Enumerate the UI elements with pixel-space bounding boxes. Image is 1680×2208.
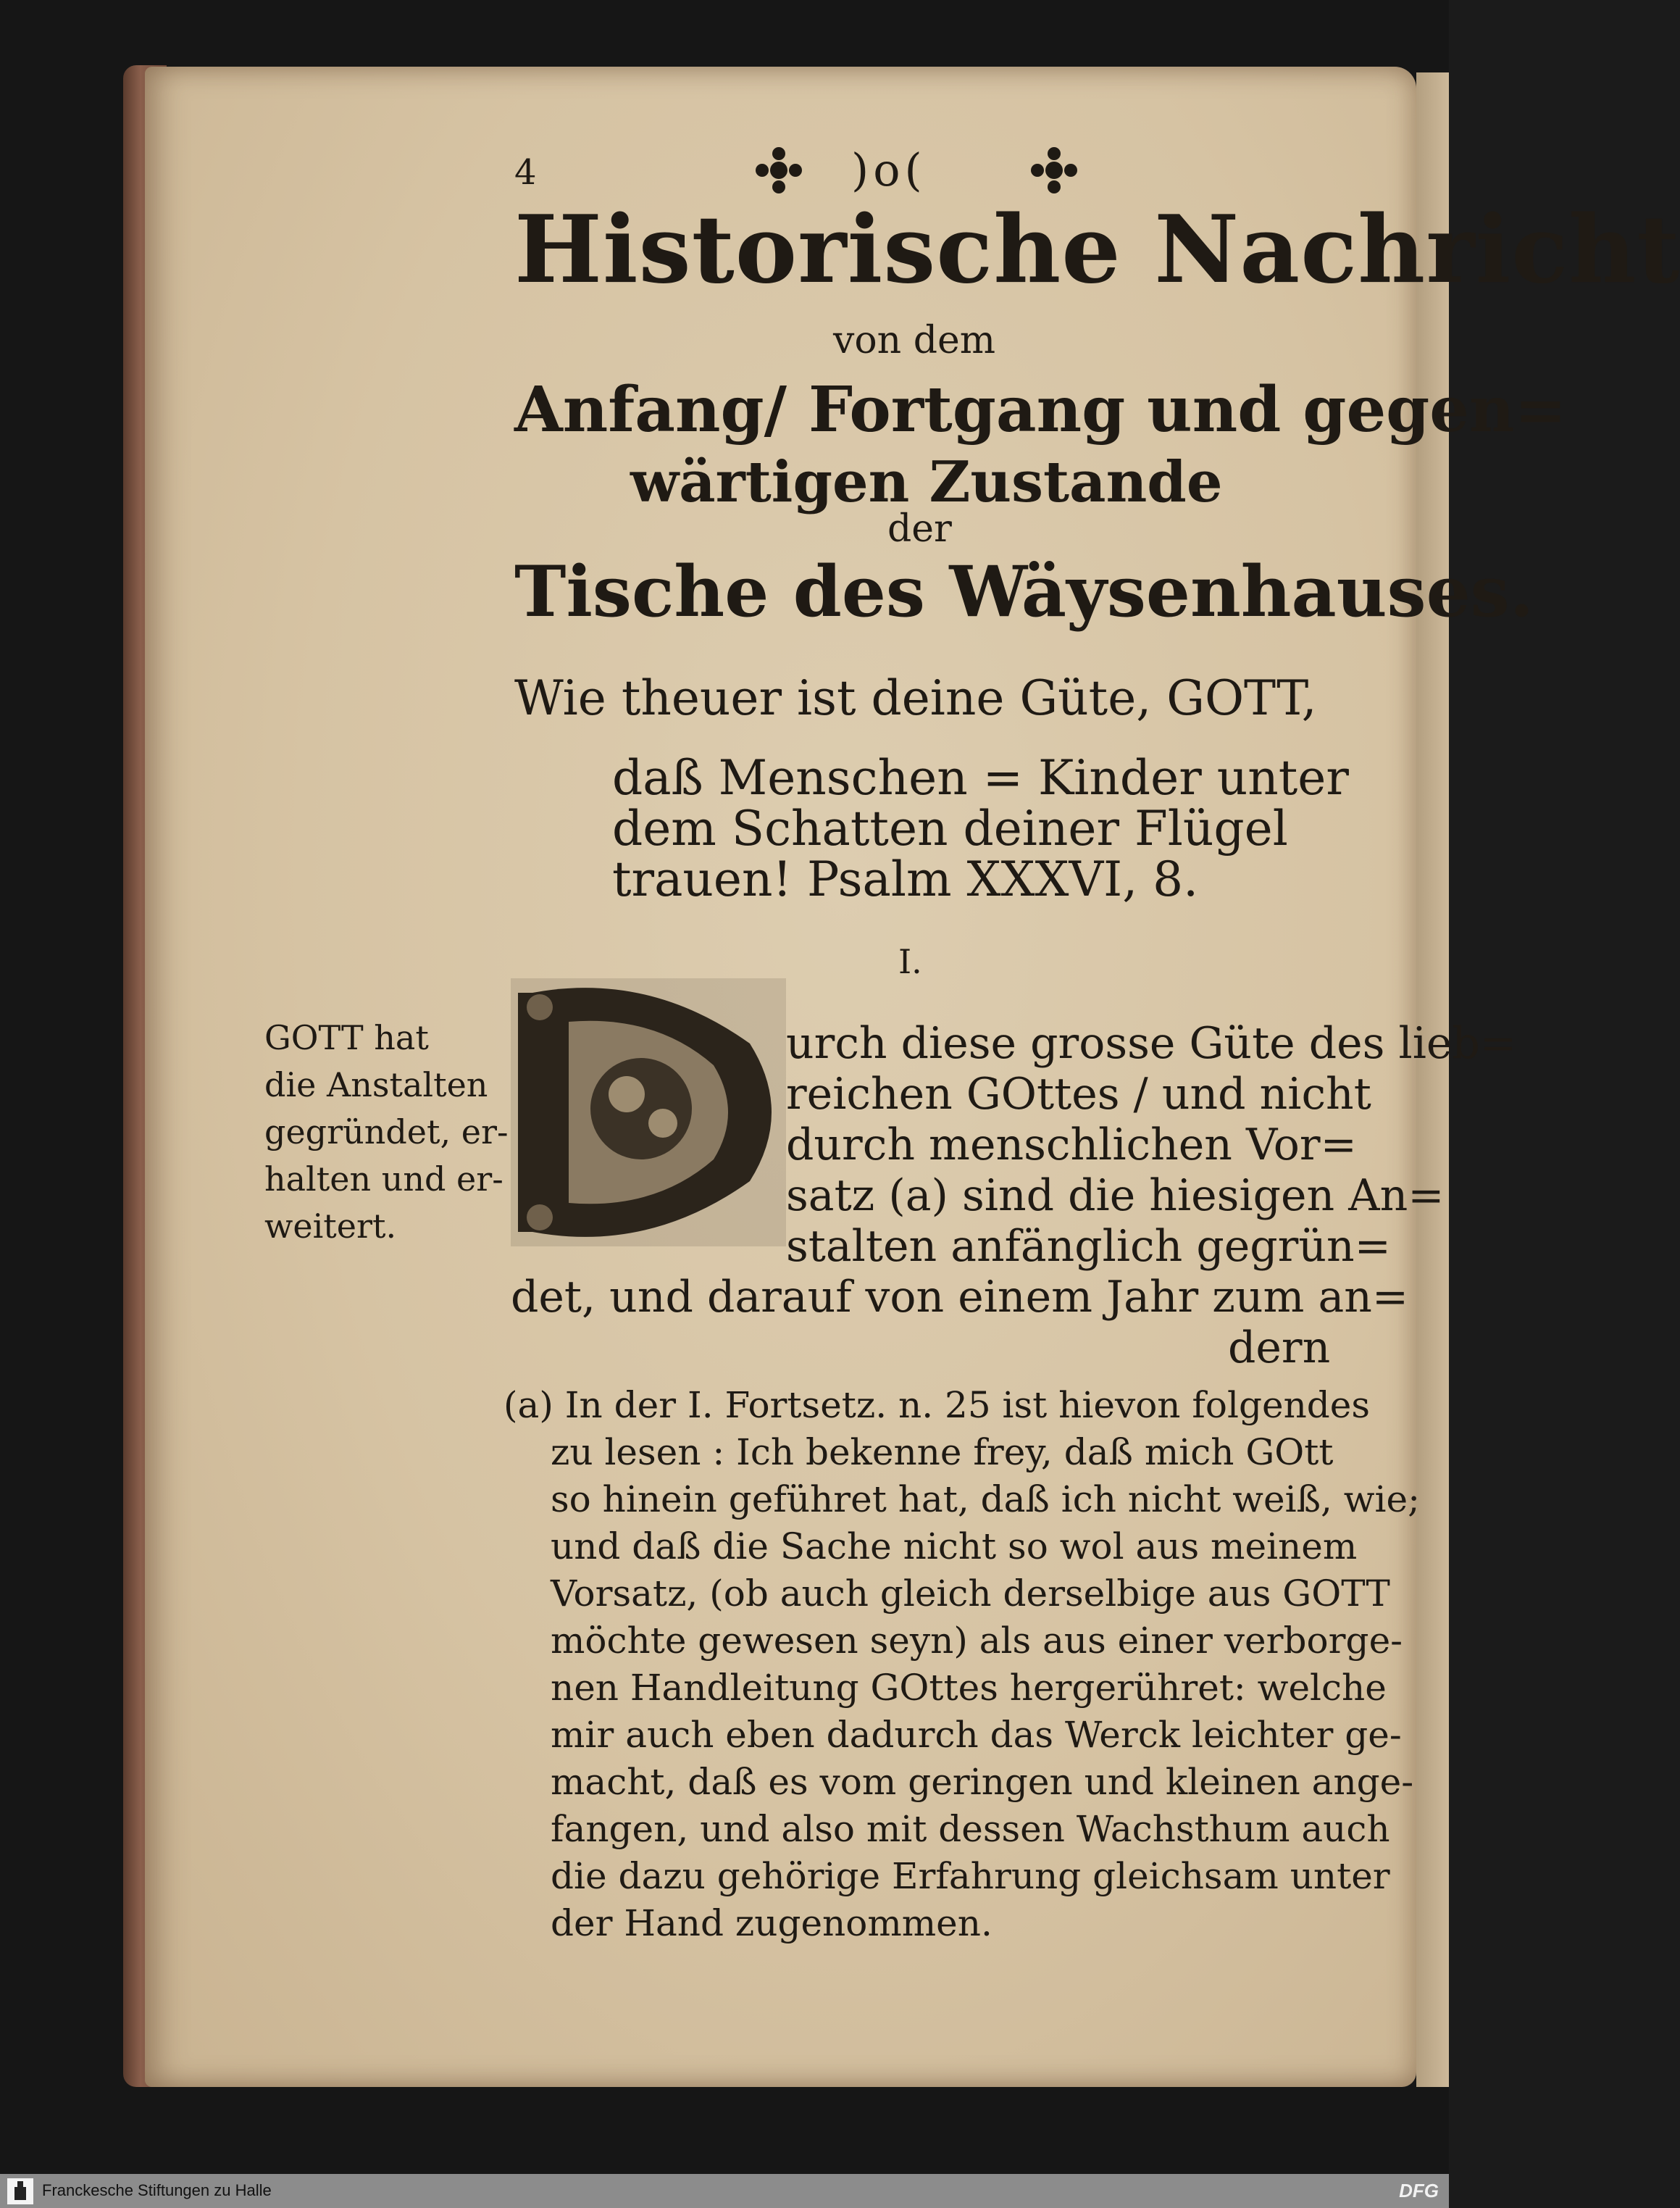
footnote-line-8: mir auch eben dadurch das Werck leichter ge-: [551, 1714, 1402, 1756]
margin-note-line-2: die Anstalten: [264, 1065, 488, 1104]
section-number: I.: [898, 942, 922, 981]
title-line-2: von dem: [833, 319, 996, 362]
page-number: 4: [514, 152, 537, 193]
institution-logo-icon: [7, 2178, 33, 2204]
body-line-3: durch menschlichen Vor=: [786, 1120, 1357, 1170]
body-line-1: urch diese grosse Güte des lieb=: [786, 1018, 1517, 1069]
body-line-2: reichen GOttes / und nicht: [786, 1069, 1371, 1120]
footnote-line-1: (a) In der I. Fortsetz. n. 25 ist hievon folgendes: [503, 1384, 1371, 1426]
title-line-3: Anfang/ Fortgang und gegen=: [514, 373, 1567, 446]
institution-name: Franckesche Stiftungen zu Halle: [42, 2181, 272, 2199]
footnote-line-5: Vorsatz, (ob auch gleich derselbige aus GOTT: [551, 1572, 1390, 1615]
title-line-6: Tische des Wäysenhauses.: [514, 551, 1534, 633]
title-line-1: Historische Nachricht: [514, 196, 1680, 304]
footnote-line-9: macht, daß es vom geringen und kleinen ange-: [551, 1761, 1414, 1803]
body-line-4: satz (a) sind die hiesigen An=: [786, 1170, 1445, 1221]
footnote-line-10: fangen, und also mit dessen Wachsthum auch: [551, 1808, 1390, 1850]
margin-note-line-4: halten und er-: [264, 1159, 503, 1199]
decorated-initial-d-icon: [511, 978, 786, 1246]
catchword: dern: [1228, 1322, 1331, 1373]
footnote-line-4: und daß die Sache nicht so wol aus meinem: [551, 1525, 1358, 1567]
title-line-4: wärtigen Zustande: [630, 449, 1223, 515]
margin-note-line-3: gegründet, er-: [264, 1112, 509, 1151]
motto-line-3: dem Schatten deiner Flügel: [612, 801, 1288, 857]
footnote-line-6: möchte gewesen seyn) als aus einer verborge-: [551, 1620, 1403, 1662]
motto-line-1: Wie theuer ist deine Güte, GOTT,: [514, 670, 1317, 726]
footnote-line-7: nen Handleitung GOttes hergerühret: welche: [551, 1667, 1387, 1709]
footnote-line-2: zu lesen : Ich bekenne frey, daß mich GOtt: [551, 1431, 1334, 1473]
footnote-line-11: die dazu gehörige Erfahrung gleichsam unter: [551, 1855, 1390, 1897]
footnote-line-3: so hinein geführet hat, daß ich nicht weiß, wie;: [551, 1478, 1420, 1520]
body-line-5: stalten anfänglich gegrün=: [786, 1221, 1391, 1272]
footnote-line-12: der Hand zugenommen.: [551, 1902, 992, 1944]
running-head: )o(: [851, 143, 927, 196]
margin-note-line-1: GOTT hat: [264, 1018, 429, 1057]
viewer-footer-bar: [0, 2174, 1449, 2208]
ornament-left-icon: [753, 145, 804, 196]
margin-note-line-5: weitert.: [264, 1207, 397, 1246]
body-line-6: det, und darauf von einem Jahr zum an=: [511, 1272, 1409, 1322]
dfg-logo: DFG: [1399, 2180, 1439, 2201]
ornament-right-icon: [1029, 145, 1079, 196]
motto-line-4: trauen! Psalm XXXVI, 8.: [612, 851, 1199, 907]
motto-line-2: daß Menschen = Kinder unter: [612, 750, 1349, 806]
title-line-5: der: [887, 507, 952, 551]
